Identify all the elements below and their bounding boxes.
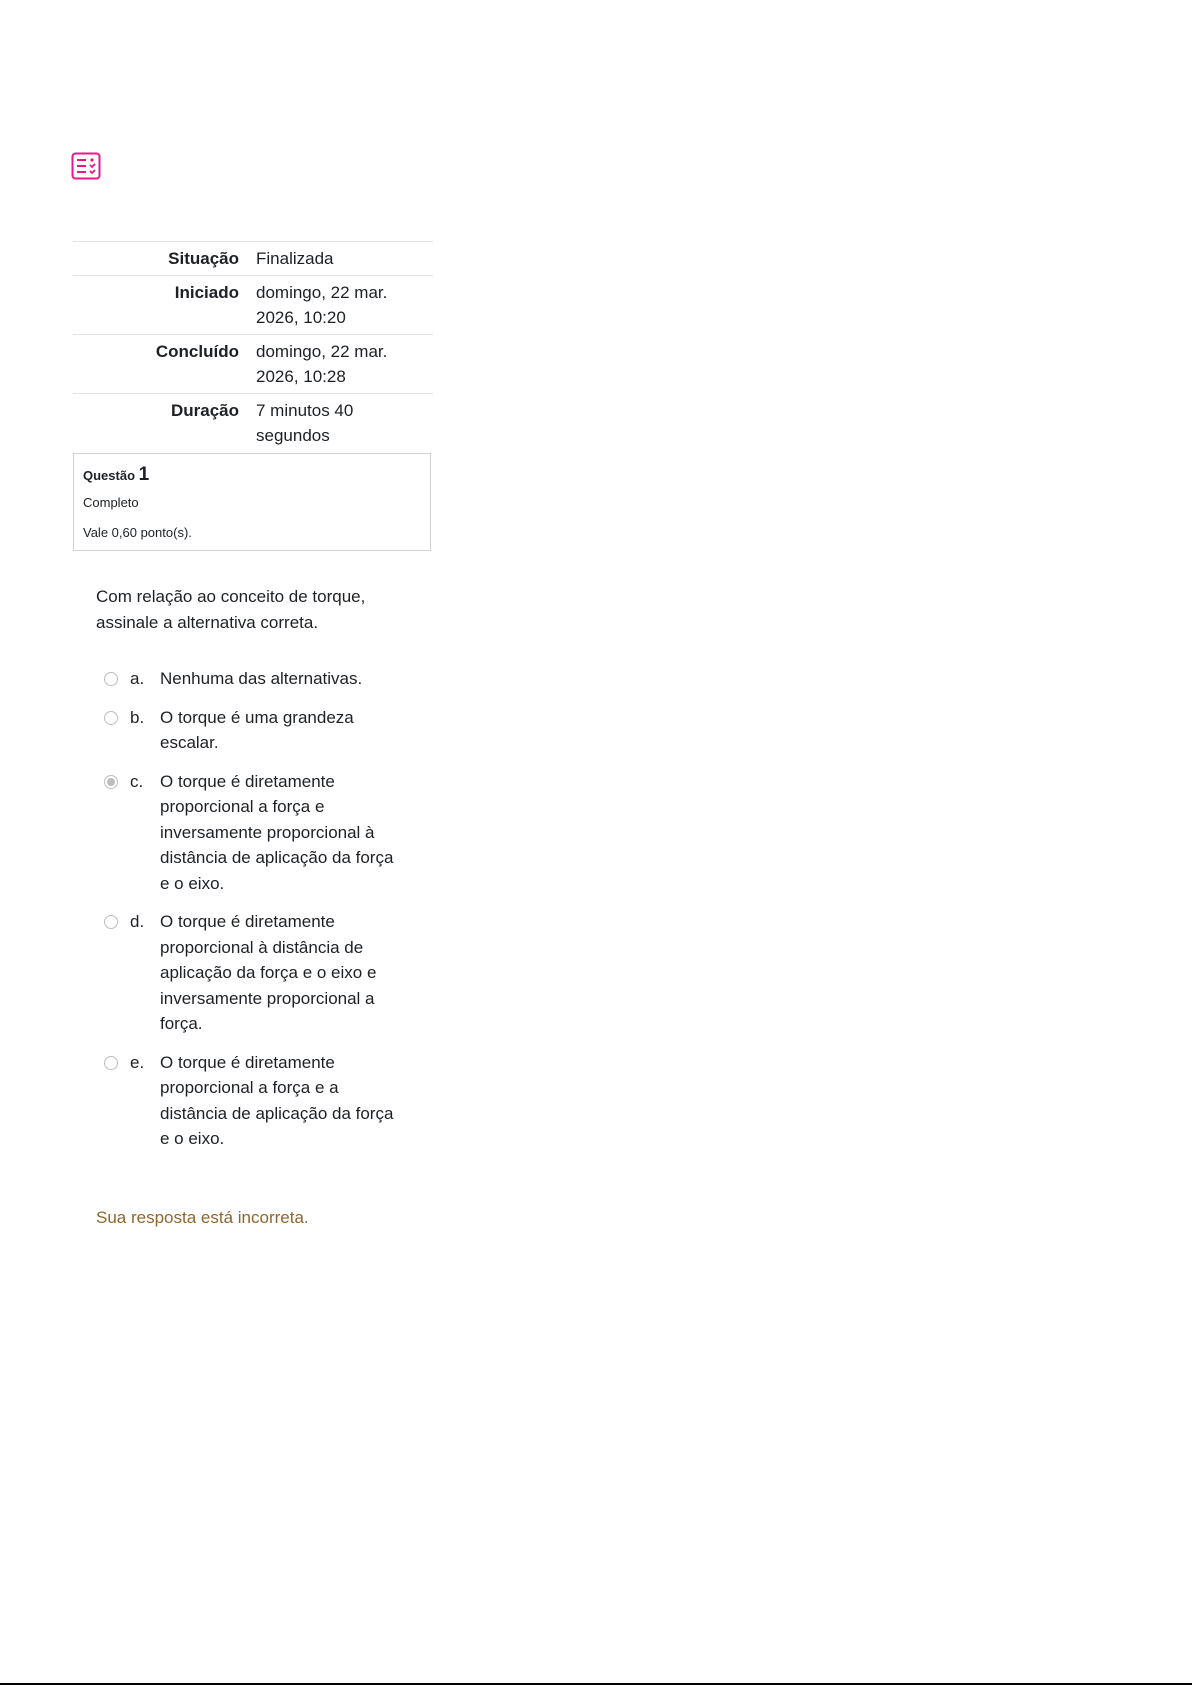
question-grade: Vale 0,60 ponto(s). — [83, 525, 192, 540]
summary-value: 7 minutos 40 segundos — [248, 393, 433, 452]
question-number — [83, 464, 421, 486]
radio-button[interactable] — [104, 672, 118, 686]
summary-label: Situação — [73, 242, 248, 276]
radio-button[interactable] — [104, 1056, 118, 1070]
question-text: Com relação ao conceito de torque, assinale a alternativa correta. — [96, 587, 366, 632]
option-letter: a. — [130, 669, 145, 688]
summary-row-iniciado — [73, 275, 433, 334]
summary-label: Iniciado — [73, 275, 248, 334]
radio-button-selected[interactable] — [104, 775, 118, 789]
summary-row-situacao — [73, 242, 433, 276]
question-info-box — [73, 453, 431, 551]
summary-label: Duração — [73, 393, 248, 452]
option-text: O torque é diretamente proporcional a força e a distância de aplicação da força e o eixo. — [160, 1052, 394, 1148]
answer-option-e[interactable] — [104, 1050, 414, 1152]
option-letter: e. — [130, 1052, 145, 1072]
summary-row-concluido — [73, 334, 433, 393]
answer-option-b[interactable] — [104, 705, 414, 756]
option-text: O torque é uma grandeza escalar. — [160, 707, 354, 752]
option-text: Nenhuma das alternativas. — [160, 669, 363, 688]
summary-value: domingo, 22 mar. 2026, 10:20 — [248, 275, 433, 334]
summary-label: Concluído — [73, 334, 248, 393]
answer-feedback: Sua resposta está incorreta. — [96, 1208, 309, 1227]
question-number-value: 1 — [138, 464, 150, 485]
summary-row-duracao — [73, 393, 433, 452]
answer-option-d[interactable] — [104, 909, 414, 1037]
answer-options — [104, 666, 414, 1165]
option-text: O torque é diretamente proporcional a força e inversamente proporcional à distância de aplicação da força e o eixo. — [160, 771, 394, 893]
option-letter: c. — [130, 771, 144, 791]
question-label: Questão — [83, 468, 136, 483]
summary-value: Finalizada — [248, 242, 433, 276]
radio-button[interactable] — [104, 711, 118, 725]
radio-button[interactable] — [104, 915, 118, 929]
quiz-icon — [71, 152, 101, 180]
option-letter: b. — [130, 707, 145, 727]
option-letter: d. — [130, 912, 145, 931]
question-state: Completo — [83, 495, 139, 510]
attempt-summary-table — [73, 241, 433, 452]
summary-value: domingo, 22 mar. 2026, 10:28 — [248, 334, 433, 393]
option-text: O torque é diretamente proporcional à distância de aplicação da força e o eixo e inversamente proporcional a força. — [160, 912, 377, 1033]
answer-option-a[interactable] — [104, 666, 414, 692]
answer-option-c[interactable] — [104, 769, 414, 897]
